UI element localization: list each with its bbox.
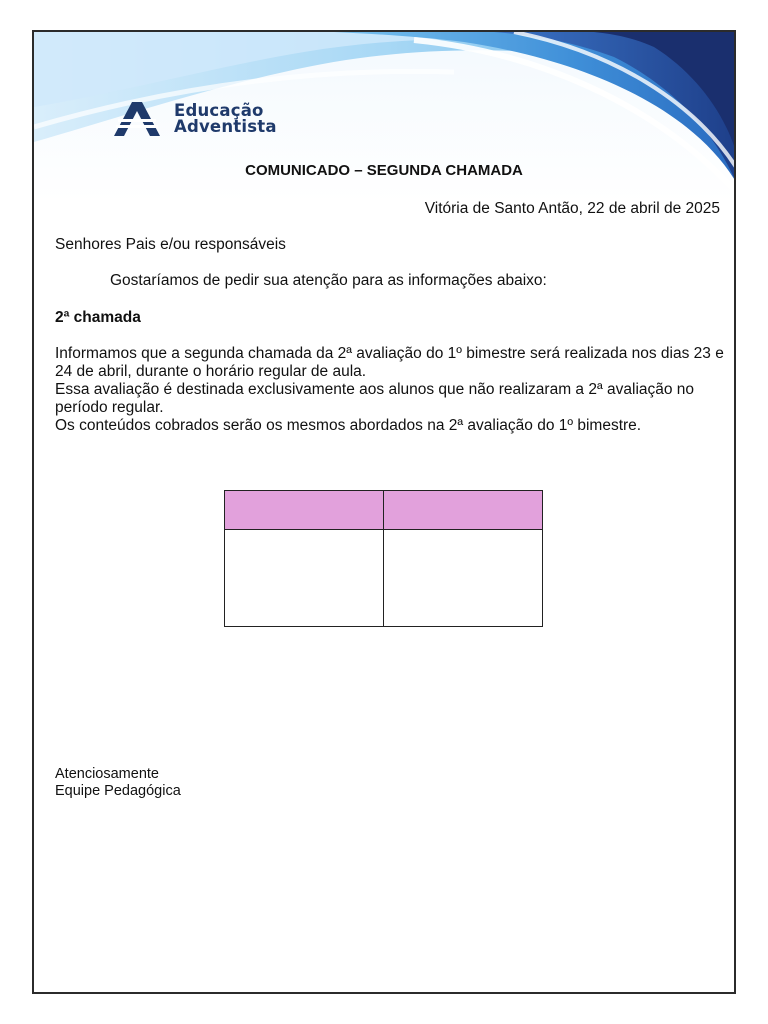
salutation: Senhores Pais e/ou responsáveis — [55, 236, 286, 253]
signature: Equipe Pedagógica — [55, 782, 181, 799]
closing-block — [55, 766, 181, 799]
table-header-row — [225, 491, 543, 530]
table-row — [225, 530, 543, 627]
table-cell — [384, 530, 543, 627]
table-header-cell — [384, 491, 543, 530]
intro-text: Gostaríamos de pedir sua atenção para as informações abaixo: — [110, 272, 547, 289]
body-text — [55, 345, 727, 435]
schedule-table — [224, 490, 543, 627]
document-page — [32, 30, 736, 994]
table-header-cell — [225, 491, 384, 530]
section-heading: 2ª chamada — [55, 309, 141, 326]
table-cell — [225, 530, 384, 627]
document-title: COMUNICADO – SEGUNDA CHAMADA — [245, 162, 523, 179]
educacao-adventista-logo — [114, 102, 277, 136]
date-line: Vitória de Santo Antão, 22 de abril de 2025 — [424, 200, 720, 217]
closing-text: Atenciosamente — [55, 766, 159, 782]
logo-line-1: Educação — [174, 101, 264, 120]
logo-mark-icon — [114, 102, 160, 136]
body-paragraph: Informamos que a segunda chamada da 2ª avaliação do 1º bimestre será realizada nos dias 23 e 24 de abril, durante o horário regular de aula. — [55, 345, 724, 380]
body-paragraph: Essa avaliação é destinada exclusivamente aos alunos que não realizaram a 2ª avaliação no período regular. — [55, 381, 695, 416]
body-paragraph: Os conteúdos cobrados serão os mesmos abordados na 2ª avaliação do 1º bimestre. — [55, 417, 642, 434]
logo-line-2: Adventista — [174, 117, 277, 136]
